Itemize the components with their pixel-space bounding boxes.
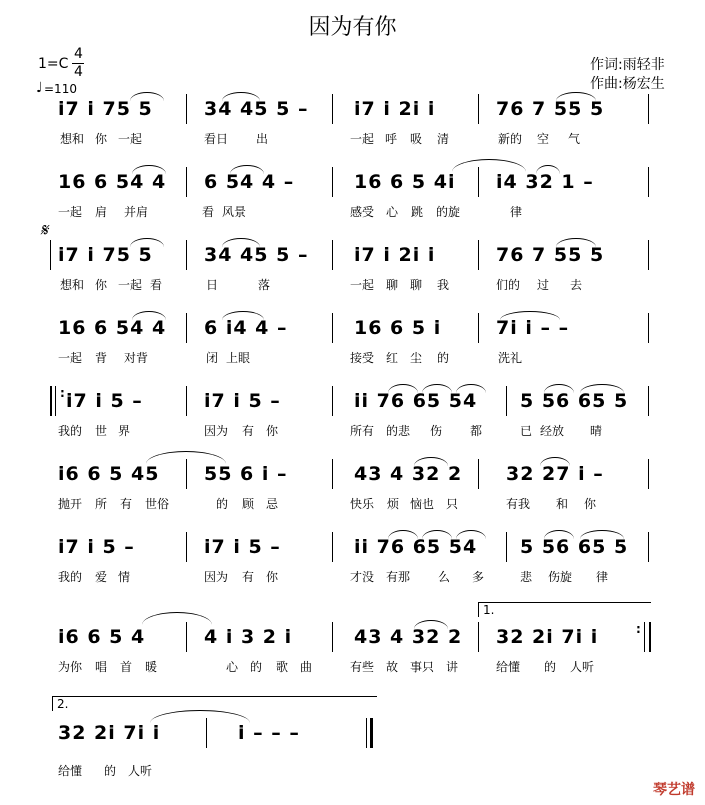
repeat-start-barline xyxy=(50,386,52,416)
slur xyxy=(142,612,212,625)
lyric: 忌 xyxy=(266,497,279,511)
lyric: 界 xyxy=(118,424,131,438)
measure: i7 i 75 5 xyxy=(58,244,153,266)
measure: 7i i – – xyxy=(496,317,570,339)
lyric: 烦 xyxy=(387,497,400,511)
lyric: 你 xyxy=(95,132,108,146)
measure: 16 6 54 4 xyxy=(58,317,167,339)
lyric: 你 xyxy=(266,424,279,438)
lyric: 世 xyxy=(95,424,108,438)
lyric: 你 xyxy=(584,497,597,511)
score-line-3 xyxy=(0,238,705,310)
lyric: 气 xyxy=(568,132,581,146)
lyric: 世俗 xyxy=(145,497,170,511)
lyric: 你 xyxy=(95,278,108,292)
barline xyxy=(332,313,333,343)
lyric: 讲 xyxy=(446,660,459,674)
measure: ii 76 65 54 xyxy=(354,536,478,558)
lyrics-row xyxy=(0,130,705,150)
barline xyxy=(186,622,187,652)
tempo-note-icon: ♩ xyxy=(36,80,43,96)
lyric: 心 xyxy=(386,205,399,219)
lyric: 才没 xyxy=(350,570,375,584)
measure: 4 i 3 2 i xyxy=(204,626,293,648)
lyric: 的 xyxy=(216,497,229,511)
lyric: 红 xyxy=(386,351,399,365)
barline xyxy=(332,167,333,197)
measure: 5 56 65 5 xyxy=(520,390,629,412)
barline xyxy=(478,313,479,343)
measure: 16 6 54 4 xyxy=(58,171,167,193)
lyric: 去 xyxy=(570,278,583,292)
lyric: 和 xyxy=(556,497,569,511)
lyric: 人听 xyxy=(570,660,595,674)
volta-first-ending: 1. xyxy=(478,602,651,617)
barline xyxy=(186,313,187,343)
barline xyxy=(478,240,479,270)
measure: i7 i 5 – xyxy=(58,536,135,558)
measure: 6 i4 4 – xyxy=(204,317,288,339)
lyric: 多 xyxy=(472,570,485,584)
lyric: 日 xyxy=(206,278,219,292)
key-signature: 1=C xyxy=(38,56,69,72)
lyric: 悲 xyxy=(520,570,533,584)
lyric: 为你 xyxy=(58,660,83,674)
measure: i – – – xyxy=(238,722,300,744)
barline xyxy=(186,386,187,416)
notes-row xyxy=(0,620,705,660)
barline xyxy=(332,386,333,416)
lyric: 你 xyxy=(266,570,279,584)
measure: 32 2i 7i i xyxy=(58,722,161,744)
lyric: 么 xyxy=(438,570,451,584)
song-title: 因为有你 xyxy=(308,15,397,40)
lyric: 一起 xyxy=(350,132,375,146)
barline xyxy=(186,532,187,562)
score-line-7 xyxy=(0,530,705,602)
time-signature-top: 4 xyxy=(74,46,83,62)
score-line-4 xyxy=(0,311,705,383)
barline xyxy=(648,386,649,416)
lyric: 只 xyxy=(446,497,459,511)
lyric: 事只 xyxy=(410,660,435,674)
lyric: 暖 xyxy=(145,660,158,674)
segno-icon: 𝄋 xyxy=(40,220,48,241)
barline xyxy=(332,94,333,124)
lyric: 伤 xyxy=(430,424,443,438)
lyric: 看 xyxy=(202,205,215,219)
measure: i6 6 5 4 xyxy=(58,626,146,648)
lyrics-row xyxy=(0,203,705,223)
lyric: 过 xyxy=(537,278,550,292)
measure: i7 i 75 5 xyxy=(58,98,153,120)
lyric: 的旋 xyxy=(436,205,461,219)
score-line-9 xyxy=(0,716,705,788)
lyric: 一起 xyxy=(350,278,375,292)
lyric: 的 xyxy=(437,351,450,365)
lyric: 快乐 xyxy=(350,497,375,511)
measure: 34 45 5 – xyxy=(204,98,309,120)
lyric: 有 xyxy=(242,424,255,438)
barline xyxy=(186,167,187,197)
notes-row xyxy=(0,311,705,351)
repeat-end-barline xyxy=(644,622,645,652)
lyric: 经放 xyxy=(540,424,565,438)
lyric: 看日 xyxy=(204,132,229,146)
lyric: 想和 xyxy=(60,132,85,146)
lyric: 已 xyxy=(520,424,533,438)
lyric: 曲 xyxy=(300,660,313,674)
lyric: 洗礼 xyxy=(498,351,523,365)
measure: ii 76 65 54 xyxy=(354,390,478,412)
measure: i7 i 2i i xyxy=(354,244,436,266)
lyric: 所 xyxy=(95,497,108,511)
lyric: 尘 xyxy=(410,351,423,365)
lyric: 唱 xyxy=(95,660,108,674)
lyric: 闭 xyxy=(206,351,219,365)
score-line-8 xyxy=(0,620,705,692)
lyricist-credit: 作词:雨轻非 xyxy=(590,57,665,73)
repeat-start-barline xyxy=(55,386,56,416)
lyric: 有些 xyxy=(350,660,375,674)
lyric: 人听 xyxy=(128,764,153,778)
barline xyxy=(648,532,649,562)
site-logo: 琴艺谱 xyxy=(653,782,695,798)
barline xyxy=(506,386,507,416)
barline xyxy=(648,167,649,197)
lyric: 风景 xyxy=(222,205,247,219)
lyric: 有 xyxy=(120,497,133,511)
lyric: 顾 xyxy=(242,497,255,511)
lyric: 情 xyxy=(118,570,131,584)
measure: 34 45 5 – xyxy=(204,244,309,266)
measure: 43 4 32 2 xyxy=(354,463,463,485)
lyric: 我的 xyxy=(58,424,83,438)
lyric: 恼也 xyxy=(410,497,435,511)
lyric: 所有 xyxy=(350,424,375,438)
lyric: 的 xyxy=(544,660,557,674)
barline xyxy=(478,622,479,652)
measure: 43 4 32 2 xyxy=(354,626,463,648)
composer-credit: 作曲:杨宏生 xyxy=(590,76,665,92)
lyric: 我 xyxy=(437,278,450,292)
lyric: 有那 xyxy=(386,570,411,584)
measure: 55 6 i – xyxy=(204,463,288,485)
lyric: 背 xyxy=(95,351,108,365)
lyric: 给懂 xyxy=(496,660,521,674)
barline xyxy=(648,313,649,343)
lyric: 聊 xyxy=(410,278,423,292)
lyrics-row xyxy=(0,276,705,296)
measure: i7 i 2i i xyxy=(354,98,436,120)
lyric: 给懂 xyxy=(58,764,83,778)
barline xyxy=(332,532,333,562)
lyric: 律 xyxy=(510,205,523,219)
lyric: 我的 xyxy=(58,570,83,584)
lyric: 们的 xyxy=(496,278,521,292)
barline xyxy=(186,240,187,270)
repeat-dots: : xyxy=(636,622,642,636)
lyric: 落 xyxy=(258,278,271,292)
repeat-end-barline xyxy=(649,622,651,652)
notes-row xyxy=(0,716,705,756)
lyric: 抛开 xyxy=(58,497,83,511)
lyric: 故 xyxy=(386,660,399,674)
lyrics-row xyxy=(0,762,705,782)
measure: i7 i 5 – xyxy=(204,536,281,558)
barline xyxy=(478,459,479,489)
measure: 16 6 5 4i xyxy=(354,171,456,193)
measure: 16 6 5 i xyxy=(354,317,442,339)
barline xyxy=(50,240,51,270)
lyric: 清 xyxy=(437,132,450,146)
notes-row xyxy=(0,238,705,278)
measure: 32 2i 7i i xyxy=(496,626,599,648)
lyric: 肩 xyxy=(95,205,108,219)
barline xyxy=(332,622,333,652)
measure: i7 i 5 – xyxy=(66,390,143,412)
lyric: 都 xyxy=(470,424,483,438)
barline xyxy=(648,240,649,270)
notes-row xyxy=(0,92,705,132)
lyrics-row xyxy=(0,495,705,515)
measure: i4 32 1 – xyxy=(496,171,594,193)
lyric: 空 xyxy=(537,132,550,146)
lyrics-row xyxy=(0,422,705,442)
measure: 76 7 55 5 xyxy=(496,244,605,266)
barline xyxy=(648,94,649,124)
lyric: 上眼 xyxy=(226,351,251,365)
lyrics-row xyxy=(0,568,705,588)
measure: i6 6 5 45 xyxy=(58,463,160,485)
notes-row xyxy=(0,165,705,205)
score-line-2 xyxy=(0,165,705,237)
lyric: 有 xyxy=(242,570,255,584)
time-signature-bottom: 4 xyxy=(74,64,83,80)
lyrics-row xyxy=(0,658,705,678)
lyric: 想和 xyxy=(60,278,85,292)
lyric: 因为 xyxy=(204,424,229,438)
lyric: 歌 xyxy=(276,660,289,674)
barline xyxy=(478,94,479,124)
lyric: 一起 xyxy=(118,132,143,146)
lyrics-row xyxy=(0,349,705,369)
final-barline xyxy=(366,718,367,748)
lyric: 的悲 xyxy=(386,424,411,438)
lyric: 新的 xyxy=(498,132,523,146)
lyric: 看 xyxy=(150,278,163,292)
barline xyxy=(186,94,187,124)
volta-second-ending: 2. xyxy=(52,696,377,711)
measure: 32 27 i – xyxy=(506,463,604,485)
lyric: 接受 xyxy=(350,351,375,365)
measure: 5 56 65 5 xyxy=(520,536,629,558)
lyric: 一起 xyxy=(58,205,83,219)
lyric: 吸 xyxy=(410,132,423,146)
lyric: 一起 xyxy=(118,278,143,292)
lyric: 的 xyxy=(104,764,117,778)
lyric: 伤旋 xyxy=(548,570,573,584)
lyric: 跳 xyxy=(411,205,424,219)
barline xyxy=(648,459,649,489)
notes-row xyxy=(0,457,705,497)
lyric: 的 xyxy=(250,660,263,674)
score-line-5 xyxy=(0,384,705,456)
measure: 6 54 4 – xyxy=(204,171,295,193)
lyric: 呼 xyxy=(385,132,398,146)
lyric: 并肩 xyxy=(124,205,149,219)
final-barline xyxy=(370,718,373,748)
tempo-marking: =110 xyxy=(44,82,77,96)
repeat-dots: : xyxy=(60,386,66,400)
lyric: 出 xyxy=(256,132,269,146)
lyric: 一起 xyxy=(58,351,83,365)
lyric: 对背 xyxy=(124,351,149,365)
barline xyxy=(332,240,333,270)
lyric: 有我 xyxy=(506,497,531,511)
score-line-6 xyxy=(0,457,705,529)
score-line-1 xyxy=(0,92,705,164)
lyric: 晴 xyxy=(590,424,603,438)
lyric: 因为 xyxy=(204,570,229,584)
lyric: 首 xyxy=(120,660,133,674)
lyric: 心 xyxy=(226,660,239,674)
lyric: 聊 xyxy=(386,278,399,292)
slur xyxy=(150,710,250,723)
measure: 76 7 55 5 xyxy=(496,98,605,120)
lyric: 感受 xyxy=(350,205,375,219)
measure: i7 i 5 – xyxy=(204,390,281,412)
lyric: 律 xyxy=(596,570,609,584)
barline xyxy=(332,459,333,489)
lyric: 爱 xyxy=(95,570,108,584)
barline xyxy=(506,532,507,562)
